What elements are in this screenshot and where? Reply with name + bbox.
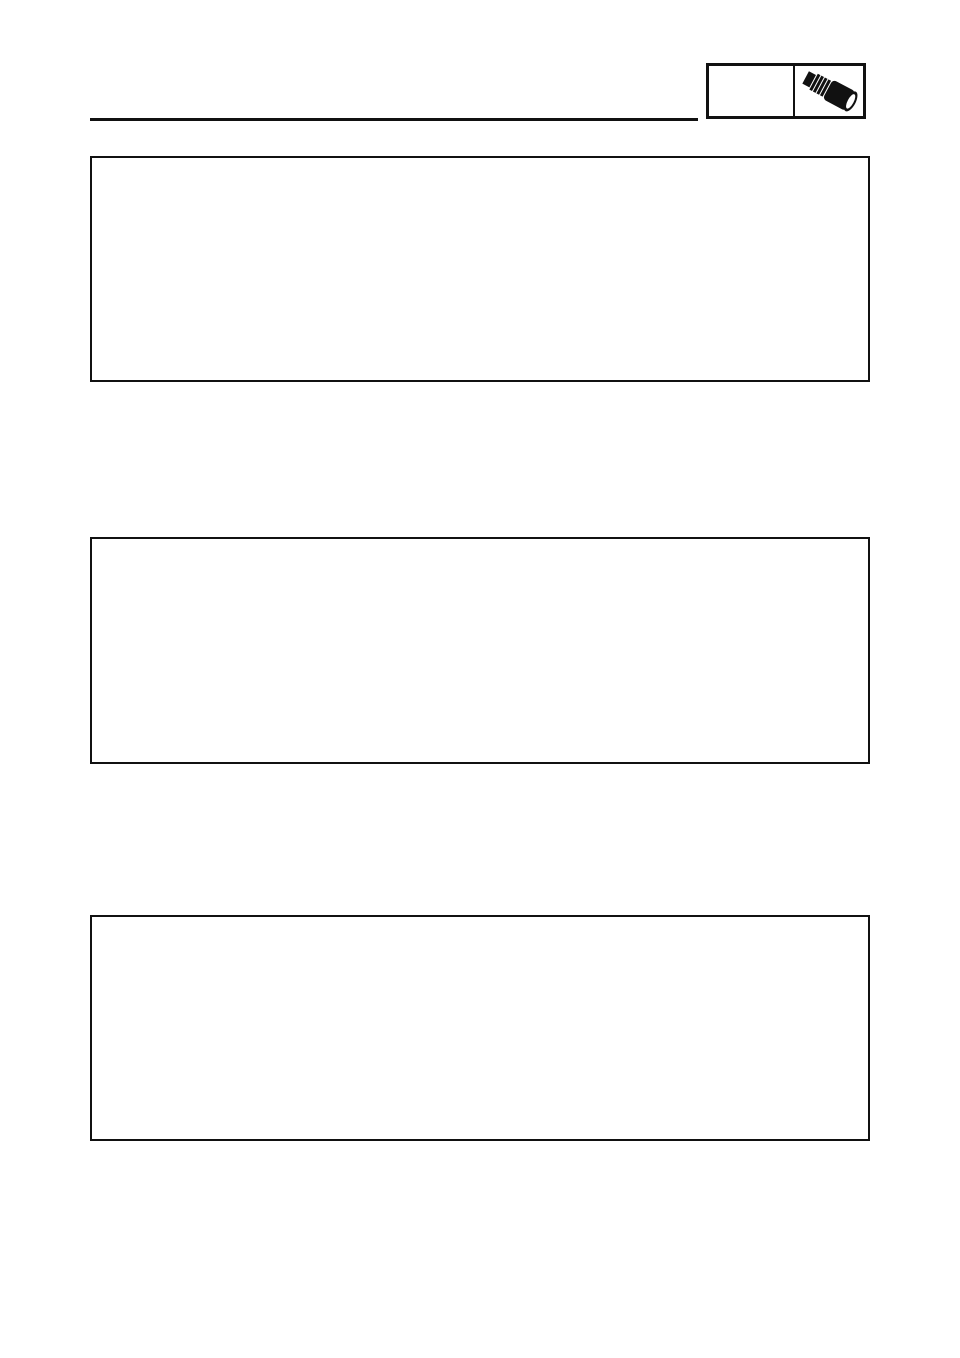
section-badge xyxy=(706,63,866,119)
removal-table-french xyxy=(90,156,870,382)
section-badge-label xyxy=(709,66,795,116)
engine-icon xyxy=(795,66,863,116)
removal-table-spanish xyxy=(90,915,870,1141)
header-rule xyxy=(90,118,698,121)
removal-table-german xyxy=(90,537,870,764)
